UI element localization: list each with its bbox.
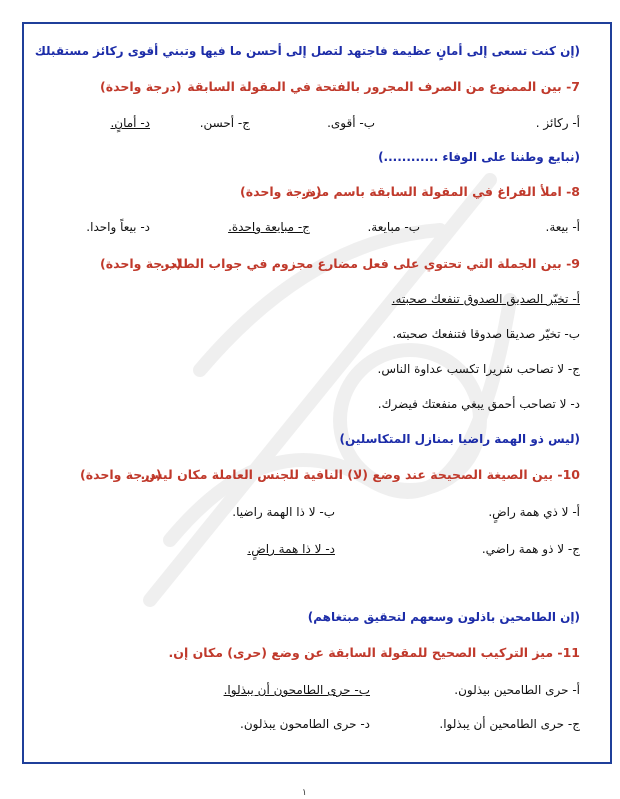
q8-question [40, 184, 580, 199]
q11-option-a[interactable]: أ- حرى الطامحين بيذلون. [454, 683, 580, 697]
q11-option-d[interactable]: د- حرى الطامحون يبذلون. [240, 717, 370, 731]
q9-option-b[interactable]: ب- تخيّر صديقا صدوقا فتنفعك صحبته. [392, 327, 580, 341]
q9-option-d[interactable]: د- لا تصاحب أحمق يبغي منفعتك فيضرك. [377, 397, 580, 411]
q9-grade: (درجة واحدة) [100, 256, 182, 271]
q11-question: 11- ميز التركيب الصحيح للمقولة السابقة عن وضع (حرى) مكان إن. [168, 645, 580, 660]
q8-option-a[interactable]: أ- بيعة. [545, 220, 580, 234]
q10-grade: (درجة واحدة) [80, 467, 162, 482]
q10-option-c[interactable]: ج- لا ذو همة راضي. [481, 542, 580, 556]
q9-question-text: 9- بين الجملة التي تحتوي على فعل مضارع مجزوم في جواب الطلب. [159, 256, 580, 271]
q7-option-b[interactable]: ب- أقوى. [327, 116, 375, 130]
q8-option-b[interactable]: ب- مبايعة. [367, 220, 420, 234]
q7-option-a[interactable]: أ- ركائز . [535, 116, 580, 130]
q7-question-text: 7- بين الممنوع من الصرف المجرور بالفتحة في المقولة السابقة [187, 79, 580, 94]
q7-question [40, 79, 580, 94]
q7-quote: (إن كنت تسعى إلى أمانٍ عظيمة فاجتهد لتصل إلى أحسن ما فيها وتبني أقوى ركائز مستقبلك [34, 44, 580, 58]
q7-grade: (درجة واحدة) [100, 79, 182, 94]
q9-option-c[interactable]: ج- لا تصاحب شريرا تكسب عداوة الناس. [377, 362, 580, 376]
q7-option-d[interactable]: د- أمانٍ. [110, 116, 150, 130]
q10-option-b[interactable]: ب- لا ذا الهمة راضيا. [232, 505, 335, 519]
q10-quote: (ليس ذو الهمة راضيا بمنازل المتكاسلين) [339, 432, 580, 446]
q9-question [40, 256, 580, 271]
q10-option-a[interactable]: أ- لا ذي همة راضٍ. [488, 505, 580, 519]
q10-option-d[interactable]: د- لا ذا همة راضٍ. [247, 542, 335, 556]
q8-option-d[interactable]: د- بيعاً واحدا. [86, 220, 150, 234]
q11-quote: (إن الطامحين باذلون وسعهم لتحقيق مبتغاهم) [307, 610, 580, 624]
q7-option-c[interactable]: ج- أحسن. [199, 116, 250, 130]
q11-option-b[interactable]: ب- حرى الطامحون أن يبذلوا. [223, 683, 370, 697]
q8-question-text: 8- املأ الفراغ في المقولة السابقة باسم مرة. [301, 184, 580, 199]
q10-question-text: 10- بين الصيغة الصحيحة عند وضع (لا) النافية للجنس العاملة مكان ليس. [140, 467, 580, 482]
q8-grade: (درجة واحدة) [240, 184, 322, 199]
q11-option-c[interactable]: ج- حرى الطامحين أن يبذلوا. [439, 717, 580, 731]
q9-option-a[interactable]: أ- تخيّر الصديق الصدوق تنفعك صحبته. [391, 292, 580, 306]
q8-option-c[interactable]: ج- مبايعة واحدة. [228, 220, 310, 234]
q8-quote: (نبايع وطننا على الوفاء ............) [378, 150, 580, 164]
q10-question [40, 467, 580, 482]
page-mark: ١ [302, 788, 307, 798]
